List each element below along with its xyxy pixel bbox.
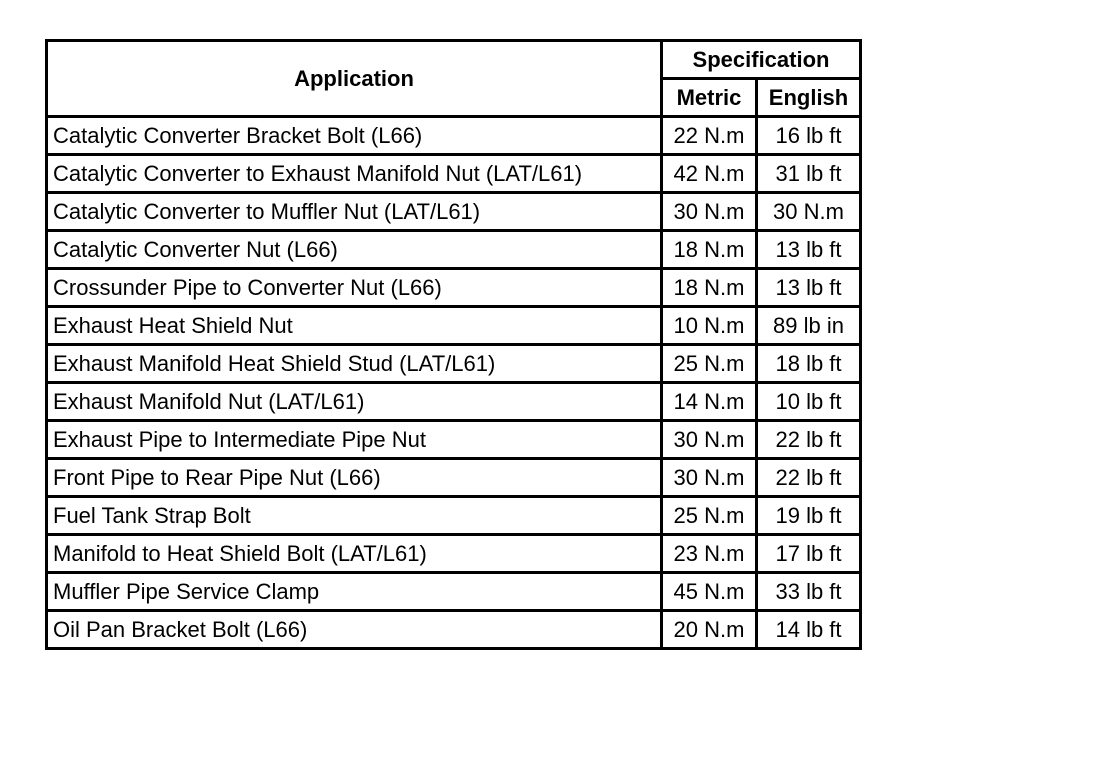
application-cell: Muffler Pipe Service Clamp [47,573,662,611]
application-cell: Catalytic Converter Nut (L66) [47,231,662,269]
table-row [47,117,861,155]
application-cell: Catalytic Converter to Exhaust Manifold Nut (LAT/L61) [47,155,662,193]
metric-cell: 10 N.m [662,307,757,345]
table-row [47,269,861,307]
application-cell: Manifold to Heat Shield Bolt (LAT/L61) [47,535,662,573]
application-cell: Exhaust Manifold Nut (LAT/L61) [47,383,662,421]
table-row [47,535,861,573]
table-row [47,155,861,193]
english-cell: 33 lb ft [757,573,861,611]
application-cell: Exhaust Manifold Heat Shield Stud (LAT/L61) [47,345,662,383]
application-cell: Fuel Tank Strap Bolt [47,497,662,535]
english-header: English [757,79,861,117]
metric-cell: 23 N.m [662,535,757,573]
specification-table [45,39,862,650]
metric-cell: 14 N.m [662,383,757,421]
application-cell: Exhaust Heat Shield Nut [47,307,662,345]
metric-cell: 30 N.m [662,193,757,231]
metric-cell: 22 N.m [662,117,757,155]
table-row [47,231,861,269]
english-cell: 30 N.m [757,193,861,231]
application-cell: Exhaust Pipe to Intermediate Pipe Nut [47,421,662,459]
english-cell: 22 lb ft [757,421,861,459]
table-row [47,497,861,535]
english-cell: 17 lb ft [757,535,861,573]
metric-cell: 18 N.m [662,231,757,269]
metric-cell: 45 N.m [662,573,757,611]
english-cell: 19 lb ft [757,497,861,535]
metric-cell: 42 N.m [662,155,757,193]
table-row [47,383,861,421]
table-row [47,611,861,649]
english-cell: 14 lb ft [757,611,861,649]
english-cell: 31 lb ft [757,155,861,193]
metric-cell: 25 N.m [662,497,757,535]
table-row [47,459,861,497]
metric-header: Metric [662,79,757,117]
table-body [47,117,861,649]
metric-cell: 18 N.m [662,269,757,307]
application-cell: Catalytic Converter to Muffler Nut (LAT/L61) [47,193,662,231]
metric-cell: 30 N.m [662,459,757,497]
table-header [47,41,861,117]
table-row [47,193,861,231]
table-row [47,307,861,345]
english-cell: 16 lb ft [757,117,861,155]
metric-cell: 30 N.m [662,421,757,459]
english-cell: 18 lb ft [757,345,861,383]
english-cell: 10 lb ft [757,383,861,421]
table-row [47,421,861,459]
application-cell: Crossunder Pipe to Converter Nut (L66) [47,269,662,307]
metric-cell: 25 N.m [662,345,757,383]
application-cell: Catalytic Converter Bracket Bolt (L66) [47,117,662,155]
table-row [47,573,861,611]
metric-cell: 20 N.m [662,611,757,649]
specification-header: Specification [662,41,861,79]
application-header: Application [47,41,662,117]
english-cell: 22 lb ft [757,459,861,497]
application-cell: Oil Pan Bracket Bolt (L66) [47,611,662,649]
english-cell: 13 lb ft [757,231,861,269]
application-cell: Front Pipe to Rear Pipe Nut (L66) [47,459,662,497]
english-cell: 13 lb ft [757,269,861,307]
english-cell: 89 lb in [757,307,861,345]
table-row [47,345,861,383]
